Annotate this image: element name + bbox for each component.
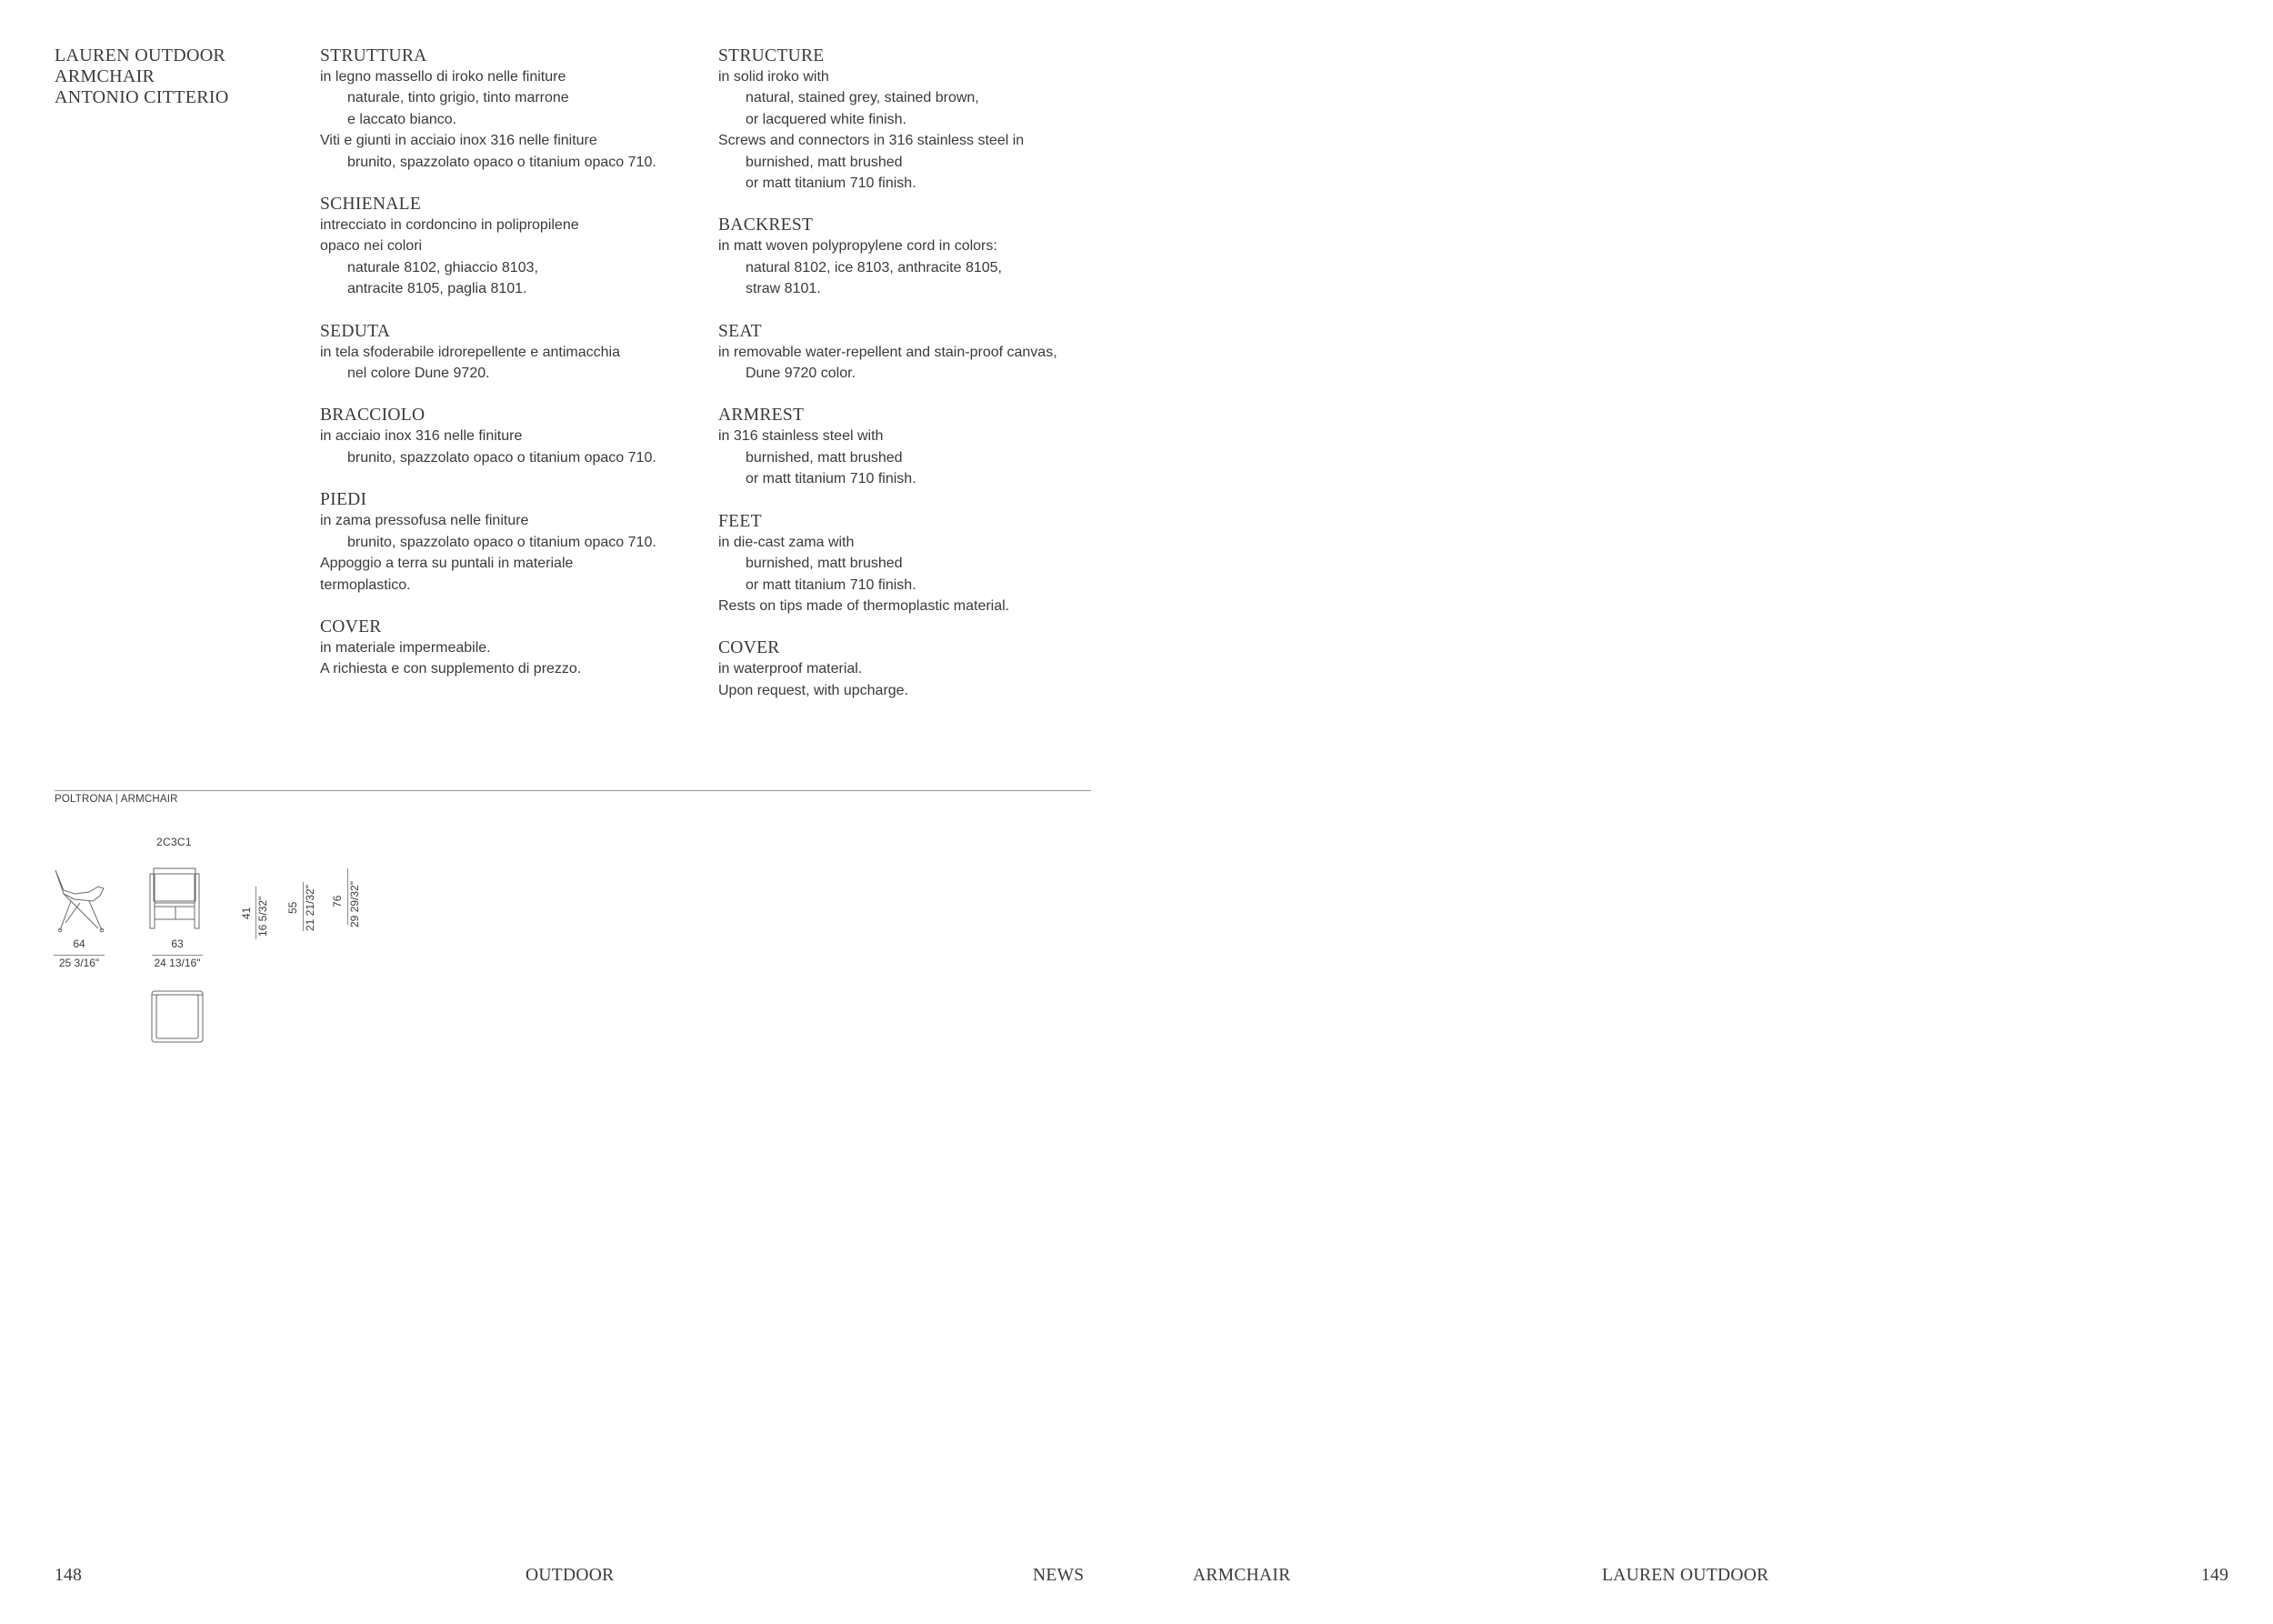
section-line: or matt titanium 710 finish.	[746, 471, 916, 487]
spec-section	[320, 489, 702, 596]
side-dim-rule	[54, 955, 105, 956]
section-line: natural, stained grey, stained brown,	[746, 90, 979, 106]
section-line: or lacquered white finish.	[746, 111, 906, 127]
front-view-drawing	[148, 867, 205, 930]
section-line: in zama pressofusa nelle finiture	[320, 513, 529, 529]
spec-section	[718, 637, 1100, 701]
section-line: Appoggio a terra su puntali in materiale	[320, 556, 574, 572]
section-line: brunito, spazzolato opaco o titanium opaco 710.	[347, 534, 656, 550]
section-line: naturale 8102, ghiaccio 8103,	[347, 259, 538, 276]
section-line: Viti e giunti in acciaio inox 316 nelle finiture	[320, 133, 597, 149]
product-name-line2: ARMCHAIR	[55, 66, 155, 86]
product-title	[55, 45, 229, 108]
total-height-in: 29 29/32"	[348, 881, 361, 927]
section-line: brunito, spazzolato opaco o titanium opaco 710.	[347, 154, 656, 170]
section-line: or matt titanium 710 finish.	[746, 576, 916, 593]
top-view-drawing	[150, 989, 205, 1044]
section-title: STRUTTURA	[320, 46, 427, 65]
section-title: ARMREST	[718, 406, 805, 426]
section-divider	[55, 790, 1091, 791]
section-line: intrecciato in cordoncino in polipropilene	[320, 217, 579, 234]
footer-product-right: LAUREN OUTDOOR	[1602, 1566, 1769, 1585]
section-line: Screws and connectors in 316 stainless steel in	[718, 133, 1025, 149]
seat-height-cm: 41	[240, 907, 253, 919]
spec-section	[718, 405, 1100, 489]
section-line: e laccato bianco.	[347, 111, 457, 127]
section-line: brunito, spazzolato opaco o titanium opaco 710.	[347, 449, 656, 466]
section-line: naturale, tinto grigio, tinto marrone	[347, 90, 569, 106]
section-line: nel colore Dune 9720.	[347, 366, 490, 382]
section-title: PIEDI	[320, 490, 367, 510]
spec-section	[718, 321, 1100, 385]
footer-section-left: OUTDOOR	[526, 1566, 615, 1585]
section-title: BRACCIOLO	[320, 406, 426, 426]
section-line: or matt titanium 710 finish.	[746, 175, 916, 192]
section-title: BACKREST	[718, 216, 814, 236]
section-line: in acciaio inox 316 nelle finiture	[320, 428, 523, 445]
section-line: in tela sfoderabile idrorepellente e antimacchia	[320, 344, 620, 360]
product-name-line1: LAUREN OUTDOOR	[55, 45, 226, 65]
seat-height-in: 16 5/32"	[256, 896, 269, 937]
section-line: A richiesta e con supplemento di prezzo.	[320, 661, 582, 677]
spec-section	[320, 405, 702, 468]
page-number-right: 149	[2201, 1566, 2229, 1585]
section-line: Dune 9720 color.	[746, 366, 856, 382]
spec-category: POLTRONA | ARMCHAIR	[55, 794, 178, 805]
spec-section	[320, 45, 702, 173]
section-title: SCHIENALE	[320, 195, 422, 215]
spec-section	[718, 215, 1100, 299]
section-line: in solid iroko with	[718, 69, 829, 85]
section-line: in 316 stainless steel with	[718, 428, 884, 445]
section-line: in legno massello di iroko nelle finiture	[320, 69, 566, 85]
spec-section	[320, 321, 702, 385]
section-title: SEDUTA	[320, 321, 391, 341]
section-line: antracite 8105, paglia 8101.	[347, 281, 527, 297]
footer-category-right: ARMCHAIR	[1193, 1566, 1291, 1585]
footer-tag-left: NEWS	[1033, 1566, 1085, 1585]
section-line: burnished, matt brushed	[746, 154, 903, 170]
spec-section	[718, 511, 1100, 617]
section-line: termoplastico.	[320, 576, 411, 593]
section-line: burnished, matt brushed	[746, 449, 903, 466]
spec-section	[320, 194, 702, 300]
total-height-cm: 76	[331, 895, 344, 907]
section-title: FEET	[718, 511, 762, 531]
product-designer: ANTONIO CITTERIO	[55, 87, 229, 107]
spec-section	[718, 45, 1100, 194]
page-number-left: 148	[55, 1566, 83, 1585]
side-width-cm: 64	[73, 937, 85, 950]
side-width-in: 25 3/16"	[58, 957, 100, 969]
section-title: COVER	[718, 638, 780, 658]
section-line: burnished, matt brushed	[746, 556, 903, 572]
section-line: opaco nei colori	[320, 238, 423, 255]
front-dim-rule	[152, 955, 203, 956]
english-specs	[718, 45, 1100, 722]
spec-section	[320, 617, 702, 680]
italian-specs	[320, 45, 702, 701]
front-width-in: 24 13/16"	[154, 957, 201, 969]
section-line: Upon request, with upcharge.	[718, 682, 909, 698]
section-title: SEAT	[718, 321, 762, 341]
side-view-drawing	[53, 868, 109, 934]
arm-height-cm: 55	[286, 901, 299, 914]
front-width-cm: 63	[171, 937, 184, 950]
model-code: 2C3C1	[156, 836, 192, 848]
arm-height-in: 21 21/32"	[304, 885, 316, 931]
section-line: in removable water-repellent and stain-proof canvas,	[718, 344, 1057, 360]
section-line: in waterproof material.	[718, 661, 863, 677]
section-title: COVER	[320, 617, 382, 637]
section-line: Rests on tips made of thermoplastic material.	[718, 597, 1010, 614]
section-line: natural 8102, ice 8103, anthracite 8105,	[746, 259, 1002, 276]
section-line: in materiale impermeabile.	[320, 639, 491, 656]
section-title: STRUCTURE	[718, 46, 825, 65]
section-line: in die-cast zama with	[718, 534, 855, 550]
section-line: in matt woven polypropylene cord in colors:	[718, 238, 997, 255]
section-line: straw 8101.	[746, 281, 821, 297]
